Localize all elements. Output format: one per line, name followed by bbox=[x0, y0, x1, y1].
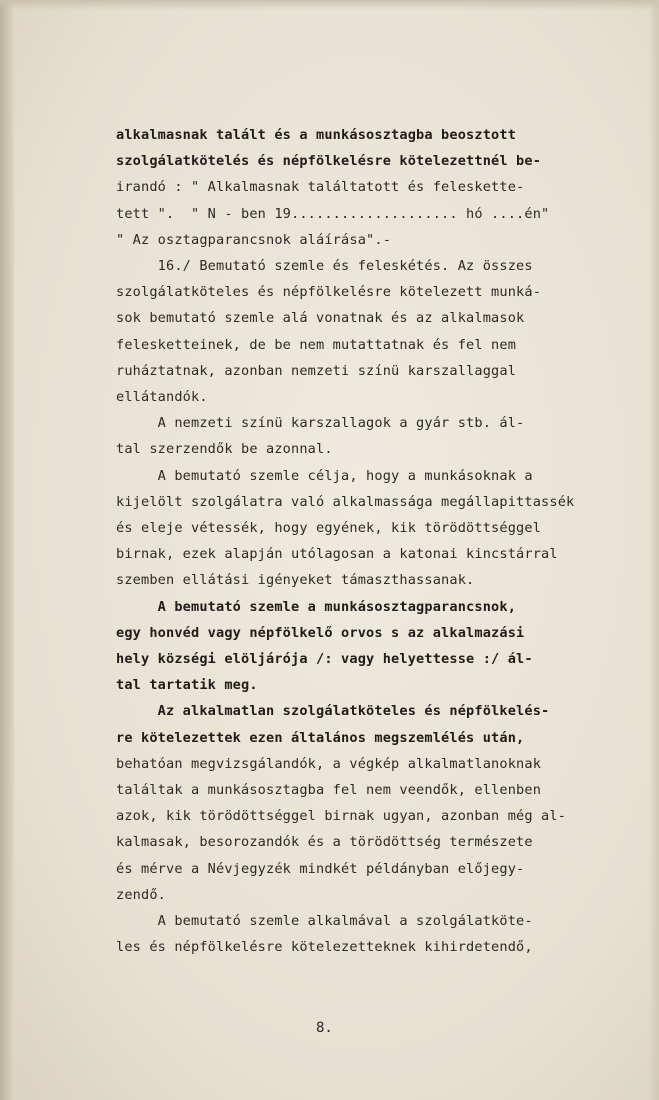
text-line: les és népfölkelésre kötelezetteknek kihirdetendő, bbox=[116, 939, 533, 956]
text-line: szemben ellátási igényeket támaszthassanak. bbox=[116, 572, 475, 589]
page-right-edge bbox=[649, 0, 659, 1100]
text-line: felesketteinek, de be nem mutattatnak és fel nem bbox=[116, 336, 517, 353]
typed-text-block bbox=[116, 122, 636, 961]
page-top-edge bbox=[0, 0, 659, 10]
text-line: tal szerzendők be azonnal. bbox=[116, 441, 333, 458]
text-line: szolgálatkötelés és népfölkelésre kötelezettnél be- bbox=[116, 153, 542, 170]
text-line: behatóan megvizsgálandók, a végkép alkalmatlanoknak bbox=[116, 755, 542, 772]
text-line: ellátandók. bbox=[116, 389, 208, 406]
text-line: kalmasak, besorozandók és a törödöttség természete bbox=[116, 834, 533, 851]
text-line: kijelölt szolgálatra való alkalmassága megállapittassék bbox=[116, 493, 575, 510]
text-line: irandó : " Alkalmasnak találtatott és feleskette- bbox=[116, 179, 525, 196]
text-line: alkalmasnak talált és a munkásosztagba beosztott bbox=[116, 127, 517, 143]
text-line: birnak, ezek alapján utólagosan a katonai kincstárral bbox=[116, 546, 558, 563]
text-line: és mérve a Névjegyzék mindkét példányban előjegy- bbox=[116, 860, 525, 877]
text-line: zendő. bbox=[116, 886, 167, 903]
text-line: A bemutató szemle a munkásosztagparancsnok, bbox=[116, 598, 517, 615]
text-line: azok, kik törödöttséggel birnak ugyan, azonban még al- bbox=[116, 808, 567, 825]
text-line: hely községi elöljárója /: vagy helyettesse :/ ál- bbox=[116, 651, 533, 668]
text-line: Az alkalmatlan szolgálatköteles és népfölkelés- bbox=[116, 703, 550, 720]
text-line: tal tartatik meg. bbox=[116, 677, 258, 694]
text-line: A nemzeti színü karszallagok a gyár stb. ál- bbox=[116, 415, 525, 432]
text-line: A bemutató szemle alkalmával a szolgálatköte- bbox=[116, 913, 533, 930]
text-line: sok bemutató szemle alá vonatnak és az alkalmasok bbox=[116, 310, 525, 327]
text-line: szolgálatköteles és népfölkelésre kötelezett munká- bbox=[116, 284, 542, 301]
text-line: ruháztatnak, azonban nemzeti színü karszallaggal bbox=[116, 362, 517, 379]
page-left-edge bbox=[0, 0, 14, 1100]
text-line: re kötelezettek ezen általános megszemlélés után, bbox=[116, 729, 525, 746]
text-line: egy honvéd vagy népfölkelő orvos s az alkalmazási bbox=[116, 624, 525, 641]
text-line: és eleje vétessék, hogy egyének, kik törödöttséggel bbox=[116, 520, 542, 537]
text-line: A bemutató szemle célja, hogy a munkásoknak a bbox=[116, 467, 533, 484]
text-line: találtak a munkásosztagba fel nem veendők, ellenben bbox=[116, 782, 542, 799]
page-number: 8. bbox=[316, 1020, 333, 1036]
text-line: 16./ Bemutató szemle és feleskétés. Az összes bbox=[116, 258, 533, 275]
text-line: tett ". " N - ben 19.................... hó ....én" bbox=[116, 205, 550, 222]
text-line: " Az osztagparancsnok aláírása".- bbox=[116, 231, 392, 248]
